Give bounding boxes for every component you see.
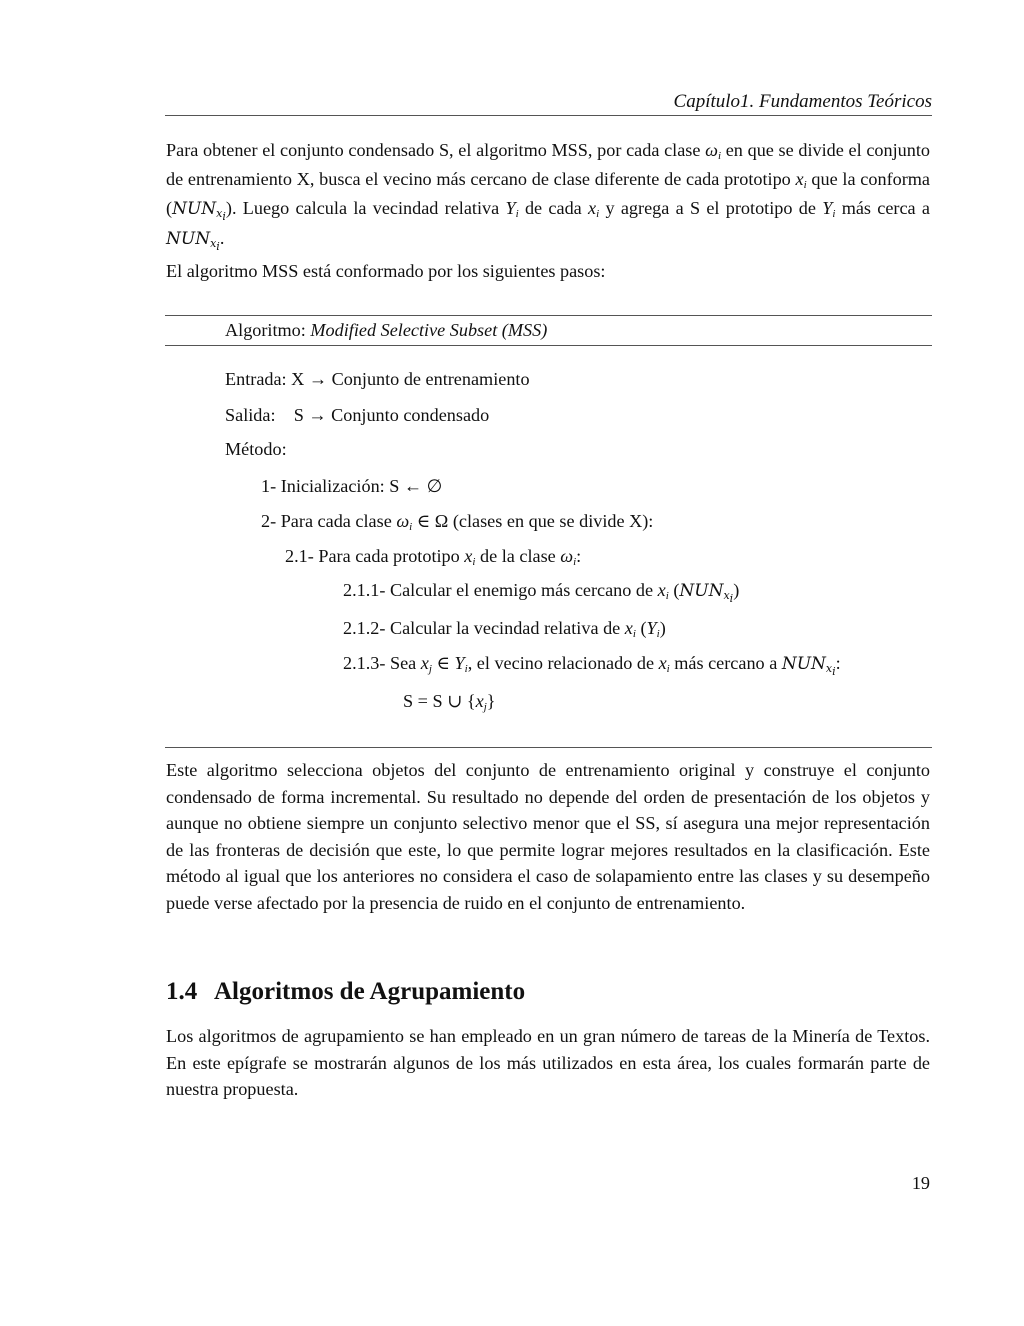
algorithm-step-2: 2- Para cada clase $\omega_i$ ∈ Ω (clases en que se divide X): xyxy=(261,511,654,533)
algorithm-output: Salida: S → Conjunto condensado xyxy=(225,405,490,425)
algorithm-input: Entrada: X → Conjunto de entrenamiento xyxy=(225,369,530,389)
algorithm-step-2-1: 2.1- Para cada prototipo $x_i$ de la clase $\omega_i$: xyxy=(285,546,582,568)
section-number: 1.4 xyxy=(166,978,198,1005)
algorithm-method: Método: xyxy=(225,439,287,459)
algorithm-step-2-1-3: 2.1.3- Sea $x_j$ ∈ $Y_i$, el vecino relacionado de $x_i$ más cercano a $NUN_{x_i}$: xyxy=(343,653,841,678)
section-heading xyxy=(166,975,525,1009)
algorithm-bottom-rule xyxy=(165,747,932,748)
algorithm-update-step: S = S ∪ $\{x_j\}$ xyxy=(403,691,496,713)
paragraph-steps-intro: El algoritmo MSS está conformado por los siguientes pasos: xyxy=(166,261,606,281)
header-rule xyxy=(165,115,932,116)
paragraph-section-intro: Los algoritmos de agrupamiento se han empleado en un gran número de tareas de la Minería de Textos. En este epígrafe se mostrarán algunos de los más utilizados en esta área, los cuales formarán parte de nuestra propuesta. xyxy=(166,1026,930,1100)
algorithm-step-2-1-1: 2.1.1- Calcular el enemigo más cercano de $x_i$ $(NUN_{x_i})$ xyxy=(343,580,740,605)
page-number: 19 xyxy=(911,1173,930,1193)
running-header: Capítulo1. Fundamentos Teóricos xyxy=(673,91,932,112)
section-title-text: Algoritmos de Agrupamiento xyxy=(214,978,526,1005)
algorithm-title: Algoritmo: Modified Selective Subset (MSS) xyxy=(225,320,548,340)
paragraph-analysis: Este algoritmo selecciona objetos del conjunto de entrenamiento original y construye el conjunto condensado de forma incremental. Su resultado no depende del orden de presentación de los objetos y aunque no obtiene siempre un conjunto selectivo menor que el SS, sí asegura una mejor representación de las fronteras de decisión que este, lo que permite lograr mejores resultados en la clasificación. Este método al igual que los anteriores no considera el caso de solapamiento entre las clases y su desempeño puede verse afectado por la presencia de ruido en el conjunto de entrenamiento. xyxy=(166,760,930,913)
algorithm-top-rule xyxy=(165,315,932,316)
paragraph-intro: Para obtener el conjunto condensado S, el algoritmo MSS, por cada clase $\omega_i$ en que se divide el conjunto de entrenamiento X, busca el vecino más cercano de clase diferente de cada prototipo $x_i$ que la conforma $(NUN_{x_i})$. Luego calcula la vecindad relativa $Y_i$ de cada $x_i$ y agrega a S el prototipo de $Y_i$ más cerca a $NUN_{x_i}$. xyxy=(166,140,931,253)
algorithm-title-rule xyxy=(165,345,932,346)
algorithm-step-2-1-2: 2.1.2- Calcular la vecindad relativa de $x_i$ $(Y_i)$ xyxy=(343,618,666,640)
algorithm-step-1: 1- Inicialización: S ← ∅ xyxy=(261,476,443,496)
